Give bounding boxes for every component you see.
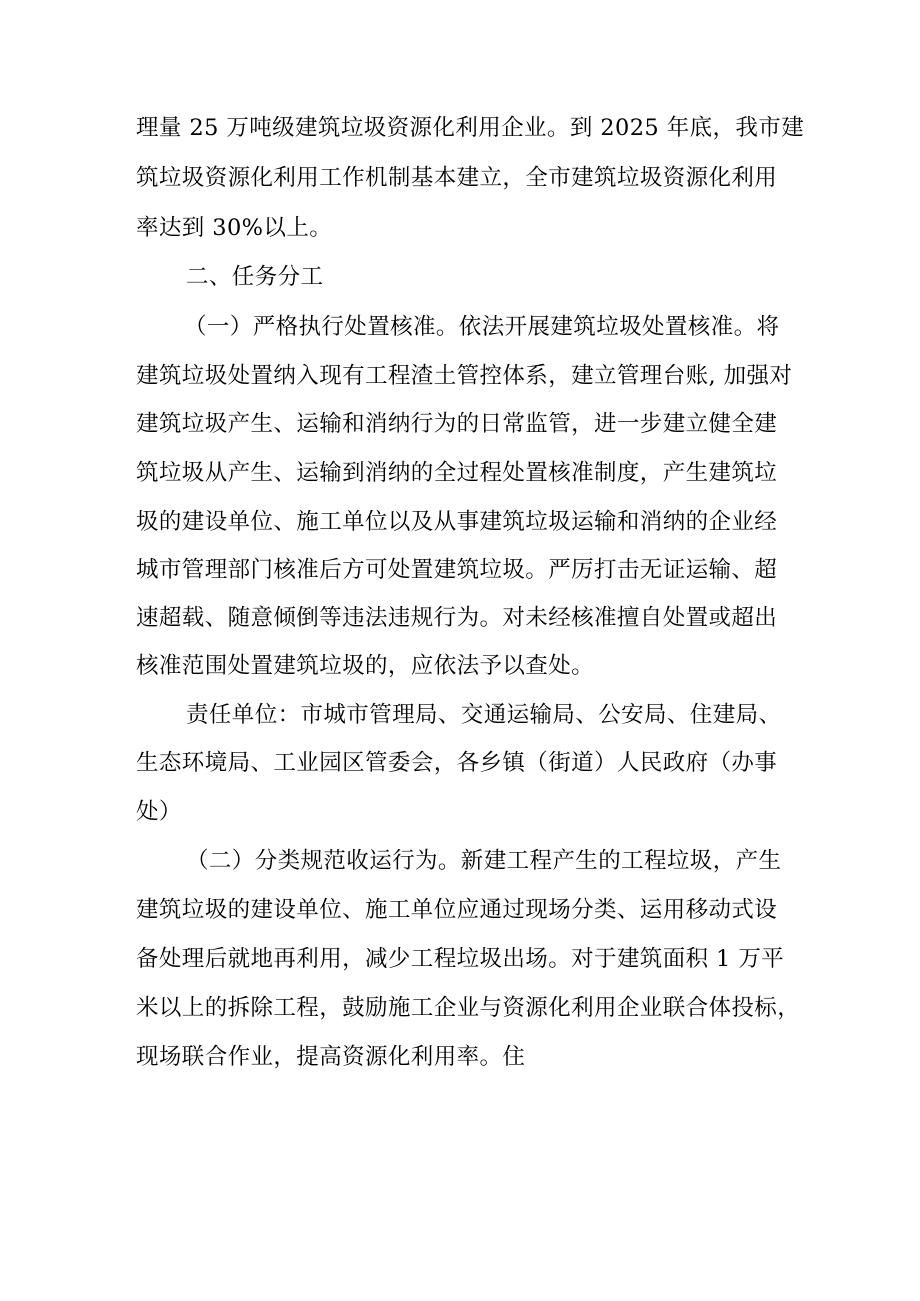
- paragraph-line: 备处理后就地再利用，减少工程垃圾出场。对于建筑面积 1 万平: [136, 946, 785, 972]
- paragraph-line: （一）严格执行处置核准。依法开展建筑垃圾处置核准。将: [184, 314, 780, 340]
- paragraph-line: 筑垃圾资源化利用工作机制基本建立，全市建筑垃圾资源化利用: [136, 165, 778, 191]
- paragraph-line: 速超载、随意倾倒等违法违规行为。对未经核准擅自处置或超出: [136, 605, 778, 631]
- paragraph-line: 生态环境局、工业园区管委会，各乡镇（街道）人民政府（办事: [136, 750, 778, 776]
- paragraph-line: 处）: [136, 799, 182, 825]
- paragraph-line: 建筑垃圾的建设单位、施工单位应通过现场分类、运用移动式设: [136, 897, 778, 923]
- paragraph-line: （二）分类规范收运行为。新建工程产生的工程垃圾，产生: [186, 848, 782, 874]
- paragraph-line: 责任单位：市城市管理局、交通运输局、公安局、住建局、: [186, 702, 782, 728]
- paragraph-line: 城市管理部门核准后方可处置建筑垃圾。严厉打击无证运输、超: [136, 557, 778, 583]
- paragraph-line: 理量 25 万吨级建筑垃圾资源化利用企业。到 2025 年底，我市建: [136, 115, 805, 141]
- paragraph-line: 现场联合作业，提高资源化利用率。住: [136, 1044, 526, 1070]
- paragraph-line: 建筑垃圾处置纳入现有工程渣土管控体系，建立管理台账, 加强对: [136, 363, 793, 389]
- paragraph-line: 圾的建设单位、施工单位以及从事建筑垃圾运输和消纳的企业经: [136, 509, 778, 535]
- paragraph-line: 率达到 30%以上。: [136, 215, 333, 241]
- paragraph-line: 建筑垃圾产生、运输和消纳行为的日常监管，进一步建立健全建: [136, 411, 778, 437]
- paragraph-line: 筑垃圾从产生、运输到消纳的全过程处置核准制度，产生建筑垃: [136, 460, 778, 486]
- section-heading: 二、任务分工: [186, 264, 324, 290]
- paragraph-line: 米以上的拆除工程，鼓励施工企业与资源化利用企业联合体投标，: [136, 995, 801, 1021]
- paragraph-line: 核准范围处置建筑垃圾的，应依法予以查处。: [136, 653, 595, 679]
